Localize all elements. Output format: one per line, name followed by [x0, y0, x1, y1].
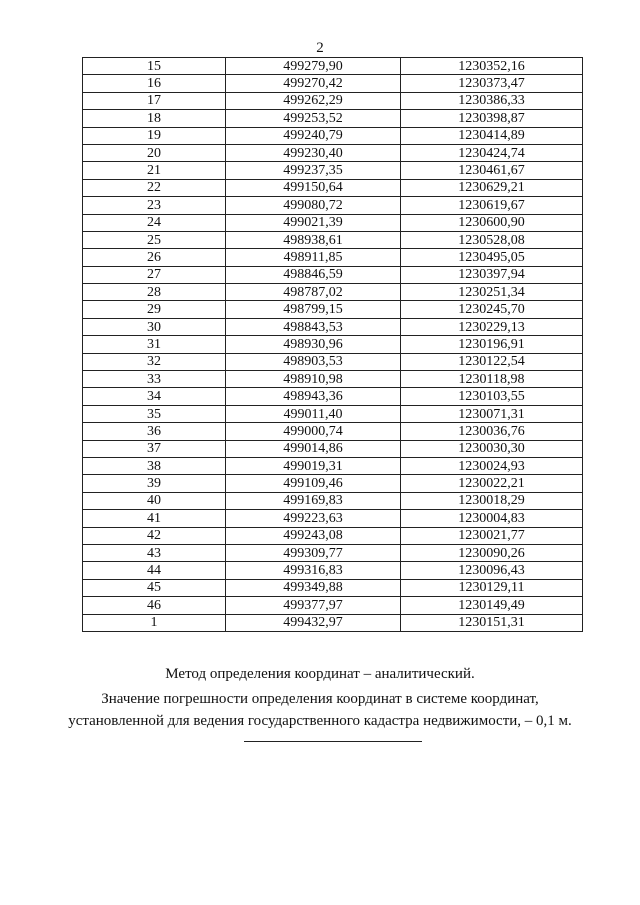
table-row: [83, 492, 583, 509]
point-number-cell: 42: [83, 527, 226, 544]
table-row: [83, 353, 583, 370]
point-number-cell: 28: [83, 284, 226, 301]
x-coordinate-cell: 498938,61: [226, 231, 401, 248]
table-row: [83, 110, 583, 127]
table-row: [83, 249, 583, 266]
point-number-cell: 40: [83, 492, 226, 509]
y-coordinate-cell: 1230018,29: [401, 492, 583, 509]
point-number-cell: 25: [83, 231, 226, 248]
x-coordinate-cell: 499432,97: [226, 614, 401, 631]
y-coordinate-cell: 1230021,77: [401, 527, 583, 544]
x-coordinate-cell: 498910,98: [226, 371, 401, 388]
table-row: [83, 197, 583, 214]
point-number-cell: 1: [83, 614, 226, 631]
x-coordinate-cell: 499309,77: [226, 544, 401, 561]
table-row: [83, 214, 583, 231]
point-number-cell: 16: [83, 75, 226, 92]
table-row: [83, 75, 583, 92]
point-number-cell: 46: [83, 597, 226, 614]
y-coordinate-cell: 1230245,70: [401, 301, 583, 318]
point-number-cell: 29: [83, 301, 226, 318]
point-number-cell: 32: [83, 353, 226, 370]
point-number-cell: 22: [83, 179, 226, 196]
table-row: [83, 301, 583, 318]
table-row: [83, 284, 583, 301]
point-number-cell: 20: [83, 144, 226, 161]
table-row: [83, 144, 583, 161]
table-row: [83, 579, 583, 596]
point-number-cell: 15: [83, 58, 226, 75]
page-number: 2: [316, 40, 324, 56]
point-number-cell: 38: [83, 457, 226, 474]
point-number-cell: 27: [83, 266, 226, 283]
x-coordinate-cell: 499270,42: [226, 75, 401, 92]
y-coordinate-cell: 1230096,43: [401, 562, 583, 579]
x-coordinate-cell: 499109,46: [226, 475, 401, 492]
table-row: [83, 179, 583, 196]
x-coordinate-cell: 499279,90: [226, 58, 401, 75]
table-row: [83, 423, 583, 440]
accuracy-note-line2: установленной для ведения государственного кадастра недвижимости, – 0,1 м.: [68, 713, 572, 729]
point-number-cell: 45: [83, 579, 226, 596]
table-row: [83, 457, 583, 474]
y-coordinate-cell: 1230424,74: [401, 144, 583, 161]
point-number-cell: 34: [83, 388, 226, 405]
x-coordinate-cell: 498911,85: [226, 249, 401, 266]
accuracy-note-line1: Значение погрешности определения координат в системе координат,: [101, 691, 539, 707]
x-coordinate-cell: 499262,29: [226, 92, 401, 109]
point-number-cell: 23: [83, 197, 226, 214]
y-coordinate-cell: 1230118,98: [401, 371, 583, 388]
y-coordinate-cell: 1230251,34: [401, 284, 583, 301]
x-coordinate-cell: 499349,88: [226, 579, 401, 596]
point-number-cell: 19: [83, 127, 226, 144]
x-coordinate-cell: 498903,53: [226, 353, 401, 370]
y-coordinate-cell: 1230022,21: [401, 475, 583, 492]
x-coordinate-cell: 499316,83: [226, 562, 401, 579]
end-rule: [244, 741, 422, 742]
y-coordinate-cell: 1230398,87: [401, 110, 583, 127]
y-coordinate-cell: 1230129,11: [401, 579, 583, 596]
x-coordinate-cell: 499223,63: [226, 510, 401, 527]
x-coordinate-cell: 499169,83: [226, 492, 401, 509]
x-coordinate-cell: 498943,36: [226, 388, 401, 405]
table-row: [83, 58, 583, 75]
x-coordinate-cell: 498930,96: [226, 336, 401, 353]
table-row: [83, 405, 583, 422]
x-coordinate-cell: 499240,79: [226, 127, 401, 144]
x-coordinate-cell: 499237,35: [226, 162, 401, 179]
y-coordinate-cell: 1230619,67: [401, 197, 583, 214]
point-number-cell: 43: [83, 544, 226, 561]
x-coordinate-cell: 499019,31: [226, 457, 401, 474]
y-coordinate-cell: 1230122,54: [401, 353, 583, 370]
x-coordinate-cell: 499000,74: [226, 423, 401, 440]
x-coordinate-cell: 498787,02: [226, 284, 401, 301]
point-number-cell: 33: [83, 371, 226, 388]
y-coordinate-cell: 1230151,31: [401, 614, 583, 631]
x-coordinate-cell: 499011,40: [226, 405, 401, 422]
table-row: [83, 440, 583, 457]
point-number-cell: 17: [83, 92, 226, 109]
y-coordinate-cell: 1230090,26: [401, 544, 583, 561]
point-number-cell: 39: [83, 475, 226, 492]
y-coordinate-cell: 1230071,31: [401, 405, 583, 422]
table-row: [83, 92, 583, 109]
point-number-cell: 26: [83, 249, 226, 266]
y-coordinate-cell: 1230600,90: [401, 214, 583, 231]
x-coordinate-cell: 498846,59: [226, 266, 401, 283]
table-row: [83, 614, 583, 631]
y-coordinate-cell: 1230103,55: [401, 388, 583, 405]
x-coordinate-cell: 498843,53: [226, 318, 401, 335]
y-coordinate-cell: 1230030,30: [401, 440, 583, 457]
point-number-cell: 41: [83, 510, 226, 527]
x-coordinate-cell: 499243,08: [226, 527, 401, 544]
x-coordinate-cell: 499014,86: [226, 440, 401, 457]
y-coordinate-cell: 1230461,67: [401, 162, 583, 179]
y-coordinate-cell: 1230495,05: [401, 249, 583, 266]
y-coordinate-cell: 1230229,13: [401, 318, 583, 335]
point-number-cell: 30: [83, 318, 226, 335]
x-coordinate-cell: 499230,40: [226, 144, 401, 161]
y-coordinate-cell: 1230373,47: [401, 75, 583, 92]
y-coordinate-cell: 1230386,33: [401, 92, 583, 109]
y-coordinate-cell: 1230036,76: [401, 423, 583, 440]
y-coordinate-cell: 1230397,94: [401, 266, 583, 283]
table-row: [83, 510, 583, 527]
x-coordinate-cell: 499253,52: [226, 110, 401, 127]
table-row: [83, 336, 583, 353]
table-row: [83, 231, 583, 248]
point-number-cell: 18: [83, 110, 226, 127]
y-coordinate-cell: 1230024,93: [401, 457, 583, 474]
table-row: [83, 371, 583, 388]
y-coordinate-cell: 1230196,91: [401, 336, 583, 353]
y-coordinate-cell: 1230414,89: [401, 127, 583, 144]
table-row: [83, 475, 583, 492]
coordinates-table: [82, 57, 583, 632]
x-coordinate-cell: 499377,97: [226, 597, 401, 614]
x-coordinate-cell: 499080,72: [226, 197, 401, 214]
point-number-cell: 44: [83, 562, 226, 579]
point-number-cell: 37: [83, 440, 226, 457]
table-row: [83, 318, 583, 335]
point-number-cell: 36: [83, 423, 226, 440]
table-row: [83, 127, 583, 144]
x-coordinate-cell: 498799,15: [226, 301, 401, 318]
point-number-cell: 21: [83, 162, 226, 179]
y-coordinate-cell: 1230004,83: [401, 510, 583, 527]
table-row: [83, 544, 583, 561]
table-row: [83, 562, 583, 579]
point-number-cell: 35: [83, 405, 226, 422]
y-coordinate-cell: 1230149,49: [401, 597, 583, 614]
y-coordinate-cell: 1230528,08: [401, 231, 583, 248]
table-row: [83, 266, 583, 283]
table-row: [83, 527, 583, 544]
method-note: Метод определения координат – аналитический.: [165, 666, 475, 682]
x-coordinate-cell: 499021,39: [226, 214, 401, 231]
y-coordinate-cell: 1230352,16: [401, 58, 583, 75]
point-number-cell: 31: [83, 336, 226, 353]
table-row: [83, 388, 583, 405]
y-coordinate-cell: 1230629,21: [401, 179, 583, 196]
point-number-cell: 24: [83, 214, 226, 231]
coordinates-table-body: [83, 58, 583, 632]
table-row: [83, 597, 583, 614]
table-row: [83, 162, 583, 179]
x-coordinate-cell: 499150,64: [226, 179, 401, 196]
